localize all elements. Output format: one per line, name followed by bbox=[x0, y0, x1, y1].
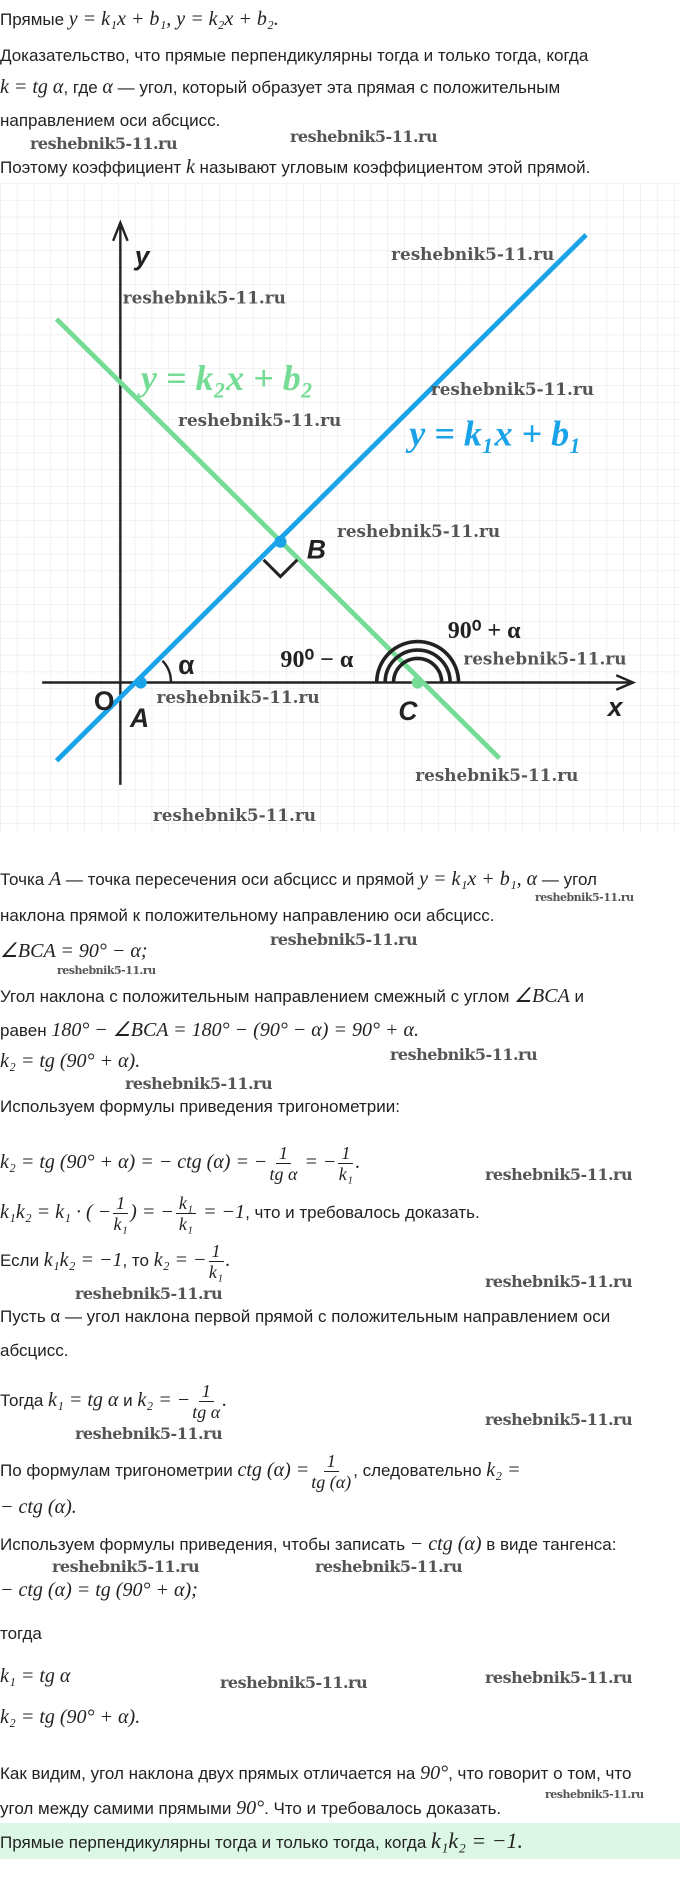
result-line bbox=[0, 1830, 523, 1854]
math: = −1 bbox=[198, 1201, 246, 1223]
numerator: k₁ bbox=[176, 1193, 196, 1214]
fraction bbox=[311, 1451, 351, 1492]
line-k2-label: y = k₂x + b₂ bbox=[140, 358, 314, 399]
proof-line: Пусть α — угол наклона первой прямой с положительным направлением оси bbox=[0, 1307, 611, 1326]
watermark: reshebnik5-11.ru bbox=[485, 1272, 633, 1291]
proof-line: ∠BCA = 90° − α; bbox=[0, 940, 148, 962]
watermark: reshebnik5-11.ru bbox=[152, 804, 316, 825]
watermark: reshebnik5-11.ru bbox=[220, 1673, 368, 1692]
numerator: 1 bbox=[276, 1143, 291, 1164]
proof-line: k₁ = tg α bbox=[0, 1665, 71, 1687]
proof-formula bbox=[0, 1238, 231, 1283]
fraction bbox=[209, 1241, 224, 1282]
watermark: reshebnik5-11.ru bbox=[270, 930, 418, 949]
text: угол между самими прямыми bbox=[0, 1799, 237, 1818]
watermark: reshebnik5-11.ru bbox=[390, 1045, 538, 1064]
math: k₁k₂ = k₁ · ( − bbox=[0, 1201, 112, 1223]
math: . bbox=[222, 1389, 228, 1411]
math: A bbox=[48, 868, 62, 890]
numerator: 1 bbox=[209, 1241, 224, 1262]
fraction bbox=[176, 1193, 196, 1234]
math: α bbox=[102, 76, 113, 98]
intro-line-1 bbox=[0, 8, 279, 31]
denominator: tg α bbox=[192, 1402, 221, 1423]
watermark: reshebnik5-11.ru bbox=[535, 891, 634, 904]
text: в виде тангенса: bbox=[481, 1535, 617, 1554]
proof-line bbox=[0, 1797, 501, 1820]
angle-bca-label: 90⁰ − α bbox=[280, 646, 354, 673]
math: y = k₁x + b₁, α bbox=[419, 868, 538, 890]
math: k bbox=[185, 156, 195, 178]
proof-line: k₂ = tg (90° + α). bbox=[0, 1706, 141, 1728]
proof-formula bbox=[0, 1378, 227, 1423]
math: y = k₁x + b₁, y = k₂x + b₂. bbox=[68, 8, 279, 30]
text: называют угловым коэффициентом этой прямой. bbox=[194, 158, 591, 177]
math: 180° − ∠BCA = 180° − (90° − α) = 90° + α. bbox=[51, 1019, 419, 1041]
denominator: k₁ bbox=[338, 1164, 354, 1185]
denominator: tg (α) bbox=[311, 1472, 352, 1493]
watermark: reshebnik5-11.ru bbox=[52, 1557, 200, 1576]
denominator: k₁ bbox=[178, 1214, 194, 1235]
watermark: reshebnik5-11.ru bbox=[391, 244, 555, 265]
numerator: 1 bbox=[113, 1193, 128, 1214]
math: ctg (α) = bbox=[237, 1459, 310, 1481]
alpha-label: α bbox=[178, 650, 195, 681]
math: k = tg α bbox=[0, 76, 64, 98]
watermark: reshebnik5-11.ru bbox=[485, 1668, 633, 1687]
point-b bbox=[274, 536, 286, 548]
fraction bbox=[338, 1143, 353, 1184]
math: . bbox=[355, 1151, 361, 1173]
text: Прямые перпендикулярны тогда и только тогда, когда bbox=[0, 1833, 432, 1852]
denominator: k₁ bbox=[113, 1214, 128, 1235]
watermark: reshebnik5-11.ru bbox=[336, 520, 501, 541]
watermark: reshebnik5-11.ru bbox=[75, 1424, 223, 1443]
math: k₂ = − bbox=[137, 1389, 191, 1411]
watermark: reshebnik5-11.ru bbox=[156, 686, 320, 707]
watermark: reshebnik5-11.ru bbox=[545, 1788, 644, 1801]
text: , что и требовалось доказать. bbox=[245, 1203, 480, 1222]
text: и bbox=[118, 1391, 138, 1410]
intro-line-3 bbox=[0, 76, 560, 99]
text: По формулам тригонометрии bbox=[0, 1461, 238, 1480]
watermark: reshebnik5-11.ru bbox=[463, 648, 627, 669]
watermark: reshebnik5-11.ru bbox=[430, 378, 594, 399]
watermark: reshebnik5-11.ru bbox=[290, 127, 438, 146]
point-b-label: B bbox=[306, 534, 327, 565]
watermark: reshebnik5-11.ru bbox=[122, 287, 286, 308]
text: — угол bbox=[537, 870, 597, 889]
watermark: reshebnik5-11.ru bbox=[315, 1557, 463, 1576]
proof-line bbox=[0, 1533, 616, 1556]
math: ∠BCA bbox=[514, 985, 570, 1007]
watermark: reshebnik5-11.ru bbox=[485, 1165, 633, 1184]
proof-line: тогда bbox=[0, 1624, 42, 1643]
line-k1-label: y = k₁x + b₁ bbox=[409, 413, 582, 454]
numerator: 1 bbox=[338, 1143, 353, 1164]
point-a-label: A bbox=[129, 703, 150, 734]
math: k₂ = bbox=[486, 1459, 521, 1481]
fraction bbox=[192, 1381, 220, 1422]
math: k₁ = tg α bbox=[48, 1389, 119, 1411]
text: Прямые bbox=[0, 10, 69, 29]
x-axis-label: x bbox=[607, 692, 623, 723]
math: k₂ = tg (90° + α) = − ctg (α) = − bbox=[0, 1151, 268, 1173]
origin-label: O bbox=[93, 686, 115, 717]
denominator: k₁ bbox=[208, 1262, 224, 1283]
text: и bbox=[569, 987, 585, 1006]
proof-formula bbox=[0, 1140, 360, 1185]
watermark: reshebnik5-11.ru bbox=[178, 410, 342, 431]
text: Тогда bbox=[0, 1391, 49, 1410]
proof-line: Используем формулы приведения тригонометрии: bbox=[0, 1097, 400, 1116]
text: — точка пересечения оси абсцисс и прямой bbox=[61, 870, 420, 889]
text: . Что и требовалось доказать. bbox=[264, 1799, 502, 1818]
proof-line: − ctg (α). bbox=[0, 1496, 77, 1518]
watermark: reshebnik5-11.ru bbox=[57, 964, 156, 977]
math: − ctg (α) bbox=[409, 1533, 482, 1555]
text: , что говорит о том, что bbox=[448, 1764, 632, 1783]
text: Как видим, угол наклона двух прямых отличается на bbox=[0, 1764, 421, 1783]
intro-line-2: Доказательство, что прямые перпендикулярны тогда и только тогда, когда bbox=[0, 46, 589, 65]
watermark: reshebnik5-11.ru bbox=[30, 134, 178, 153]
watermark: reshebnik5-11.ru bbox=[125, 1074, 273, 1093]
watermark: reshebnik5-11.ru bbox=[485, 1410, 633, 1429]
math: k₁k₂ = −1. bbox=[431, 1828, 524, 1853]
perpendicular-lines-diagram bbox=[0, 183, 680, 833]
proof-line: − ctg (α) = tg (90° + α); bbox=[0, 1579, 198, 1601]
text: , то bbox=[122, 1251, 154, 1270]
y-axis-label: y bbox=[134, 240, 150, 271]
watermark: reshebnik5-11.ru bbox=[75, 1284, 223, 1303]
point-a bbox=[135, 676, 147, 688]
proof-line: наклона прямой к положительному направлению оси абсцисс. bbox=[0, 906, 495, 925]
numerator: 1 bbox=[324, 1451, 339, 1472]
text: Если bbox=[0, 1251, 44, 1270]
denominator: tg α bbox=[269, 1164, 298, 1185]
proof-line: абсцисс. bbox=[0, 1341, 69, 1360]
watermark: reshebnik5-11.ru bbox=[415, 765, 579, 786]
result-box bbox=[0, 1823, 680, 1859]
text: Точка bbox=[0, 870, 49, 889]
point-c bbox=[412, 676, 424, 688]
grid bbox=[0, 183, 680, 833]
math: ) = − bbox=[130, 1201, 174, 1223]
proof-line bbox=[0, 868, 597, 891]
math: . bbox=[225, 1249, 231, 1271]
proof-line bbox=[0, 1019, 419, 1042]
fraction bbox=[113, 1193, 128, 1234]
angle-ext-label: 90⁰ + α bbox=[447, 617, 521, 644]
proof-formula bbox=[0, 1448, 521, 1493]
math: k₂ = − bbox=[153, 1249, 207, 1271]
proof-formula bbox=[0, 1190, 480, 1235]
math: k₁k₂ = −1 bbox=[43, 1249, 123, 1271]
numerator: 1 bbox=[199, 1381, 214, 1402]
math: = − bbox=[299, 1151, 337, 1173]
text: Поэтому коэффициент bbox=[0, 158, 186, 177]
proof-line: k₂ = tg (90° + α). bbox=[0, 1050, 141, 1072]
math: 90° bbox=[236, 1797, 265, 1819]
fraction bbox=[269, 1143, 297, 1184]
text: равен bbox=[0, 1021, 52, 1040]
text: Угол наклона с положительным направлением смежный с углом bbox=[0, 987, 515, 1006]
proof-line bbox=[0, 985, 584, 1008]
intro-line-5 bbox=[0, 156, 590, 179]
proof-line bbox=[0, 1762, 631, 1785]
point-c-label: C bbox=[398, 695, 418, 726]
text: — угол, который образует эта прямая с положительным bbox=[112, 78, 561, 97]
text: , где bbox=[63, 78, 103, 97]
math: 90° bbox=[420, 1762, 449, 1784]
intro-line-4: направлением оси абсцисс. bbox=[0, 111, 221, 130]
text: , следовательно bbox=[353, 1461, 487, 1480]
text: Используем формулы приведения, чтобы записать bbox=[0, 1535, 410, 1554]
